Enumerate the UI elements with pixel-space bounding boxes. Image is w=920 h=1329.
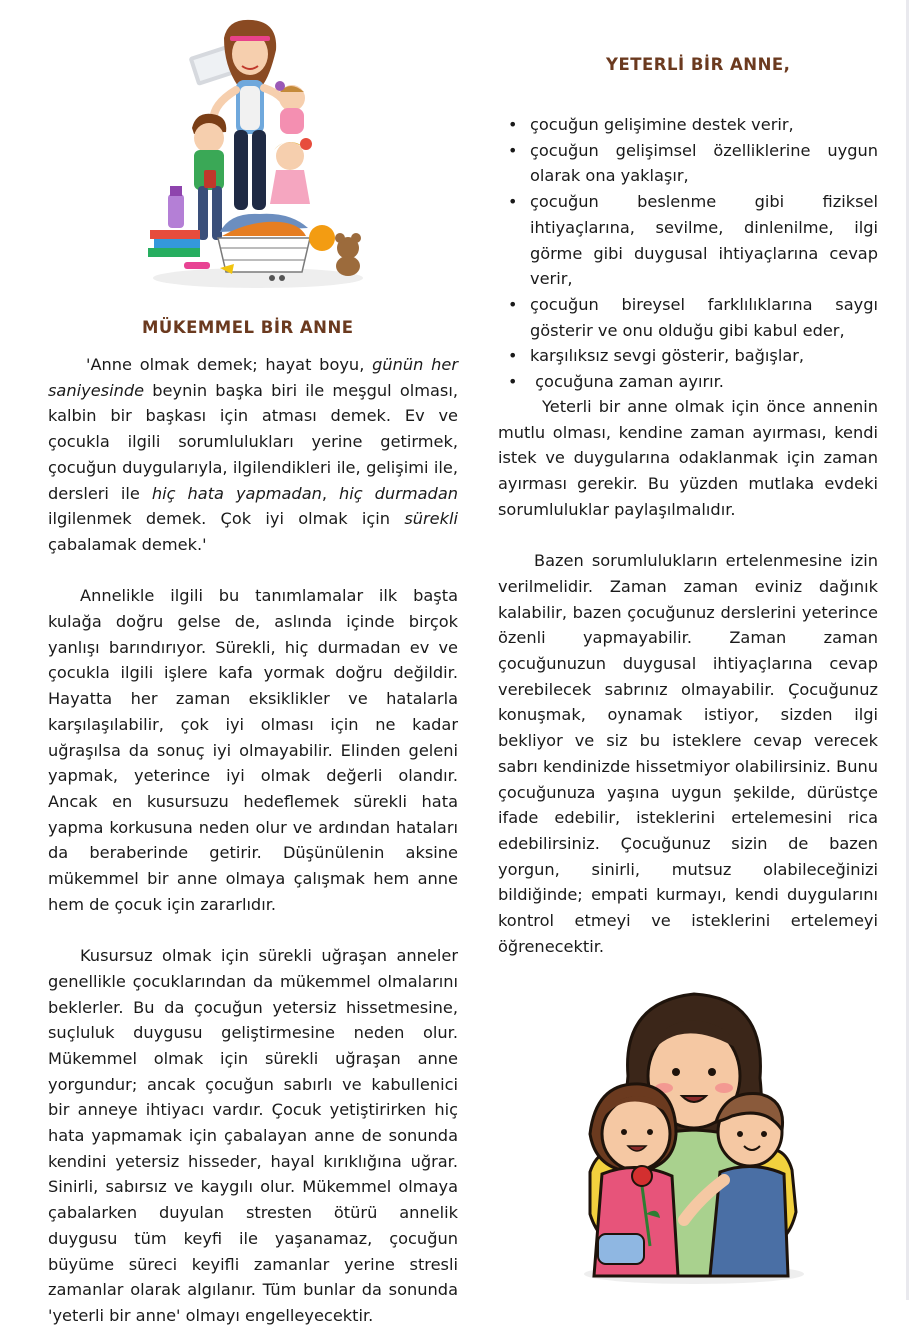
paragraph-postponing: Bazen sorumlulukların ertelenmesine izin verilmelidir. Zaman zaman eviniz dağınık kalabilir, bazen çocuğunuz derslerini yeterince özenli yapmayabilir. Zaman zaman çocuğunuzun duygusal ihtiyaçlarına cevap verebilecek sabrınız olmayabilir. Çocuğunuz konuşmak, oynamak istiyor, sizden ilgi bekliyor ve siz bu isteklere cevap verecek sabrı kendinizde hissetmiyor olabilirsiniz. Bunu çocuğunuza yaşına uygun şekilde, dürüstçe ifade edebilir, isteklerini ertelemesini rica edebilirsiniz. Çocuğunuz sizin de bazen yorgun, sinirli, mutsuz olabileceğinizi bildiğinde; empati kurmayı, kendi duygularını kontrol etmeyi ve isteklerini ertelemeyi öğrenecektir. — [498, 551, 878, 956]
books-icon — [148, 230, 200, 257]
list-item: • çocuğun bireysel farklılıklarına saygı gösterir ve onu olduğu gibi kabul eder, — [508, 292, 878, 343]
paragraph-definition: 'Anne olmak demek; hayat boyu, günün her saniyesinde beynin başka biri ile meşgul olması, kalbin bir başkası için atması demek. Ev ve çocukla ilgili sorumlulukları yerine getirmek, çocuğun duygularıyla, ilgilendikleri ile, gelişimi ile, dersleri ile hiç hata yapmadan, hiç durmadan ilgilenmek demek. Çok iyi olmak için sürekli çabalamak demek.' — [48, 355, 458, 554]
paragraph-self-care: Yeterli bir anne olmak için önce annenin mutlu olması, kendine zaman ayırması, kendi istek ve duygularına odaklanmak için zaman ayırması gerekir. Bu yüzden mutlaka evdeki sorumluluklar paylaşılmalıdır. — [498, 397, 878, 519]
title-perfect-mother: MÜKEMMEL BİR ANNE — [142, 318, 354, 337]
toy-icon — [184, 262, 210, 269]
girl-figure — [270, 138, 312, 204]
laundry-basket-icon — [218, 214, 310, 272]
title-good-enough-mother: YETERLİ BİR ANNE, — [606, 55, 791, 74]
list-item: • çocuğun beslenme gibi fiziksel ihtiyaçlarına, sevilme, dinlenilme, ilgi görme gibi duygusal ihtiyaçlarına cevap verir, — [508, 189, 878, 292]
spray-bottle-icon — [168, 186, 184, 228]
mother-hugging-children-illustration — [560, 984, 822, 1288]
ball-icon — [309, 225, 335, 251]
teddy-bear-icon — [335, 233, 361, 276]
busy-mother-illustration — [140, 16, 372, 292]
right-column-text — [498, 394, 878, 959]
list-item: • çocuğun gelişimsel özelliklerine uygun olarak ona yaklaşır, — [508, 138, 878, 189]
page-edge-shadow — [906, 0, 909, 1300]
paragraph-consequences: Kusursuz olmak için sürekli uğraşan anneler genellikle çocuklarından da mükemmel olmalarını beklerler. Bu da çocuğun yetersiz hissetmesine, suçluluk duygusu geliştirmesine neden olur. Mükemmel olmak için sürekli uğraşan anne yorgundur; ancak çocuğun sabırlı ve kabullenici bir anneye ihtiyacı vardır. Çocuk yetiştirirken hiç hata yapmamak için çabalayan anne de sonunda kendini yetersiz hisseder, hayal kırıklığına uğrar. Sinirli, sabırsız ve kaygılı olur. Mükemmel olmaya çabalarken duyulan stresten ötürü annelik duygusu tüm keyfi ile yaşanamaz, çocuğun büyüme süreci keyifli zamanlar yerine stresli zamanlar olarak algılanır. Tüm bunlar da sonunda 'yeterli bir anne' olmayı engelleyecektir. — [48, 946, 458, 1325]
list-item: • çocuğuna zaman ayırır. — [508, 369, 878, 395]
paragraph-critique: Annelikle ilgili bu tanımlamalar ilk başta kulağa doğru gelse de, aslında içinde birçok yanlışı barındırıyor. Sürekli, hiç durmadan ev ve çocukla ilgili işlere kafa yormak doğru değildir. Hayatta her zaman eksiklikler ve hatalarla karşılaşılabilir, çok iyi olması için ne kadar uğraşılsa da sonuç iyi olmayabilir. Elinden geleni yapmak, yeterince iyi olmak değerli olandır. Ancak en kusursuzu hedeflemek sürekli hata yapma korkusuna neden olur ve ardından hataları da beraberinde getirir. Düşünülenin aksine mükemmel bir anne olmaya çalışmak hem anne hem de çocuk için zararlıdır. — [48, 586, 458, 914]
good-enough-mother-list — [508, 112, 878, 395]
boy-figure — [192, 114, 226, 240]
left-column-text — [48, 352, 458, 1329]
baby-figure — [275, 81, 305, 134]
list-item: • karşılıksız sevgi gösterir, bağışlar, — [508, 343, 878, 369]
list-item: • çocuğun gelişimine destek verir, — [508, 112, 878, 138]
